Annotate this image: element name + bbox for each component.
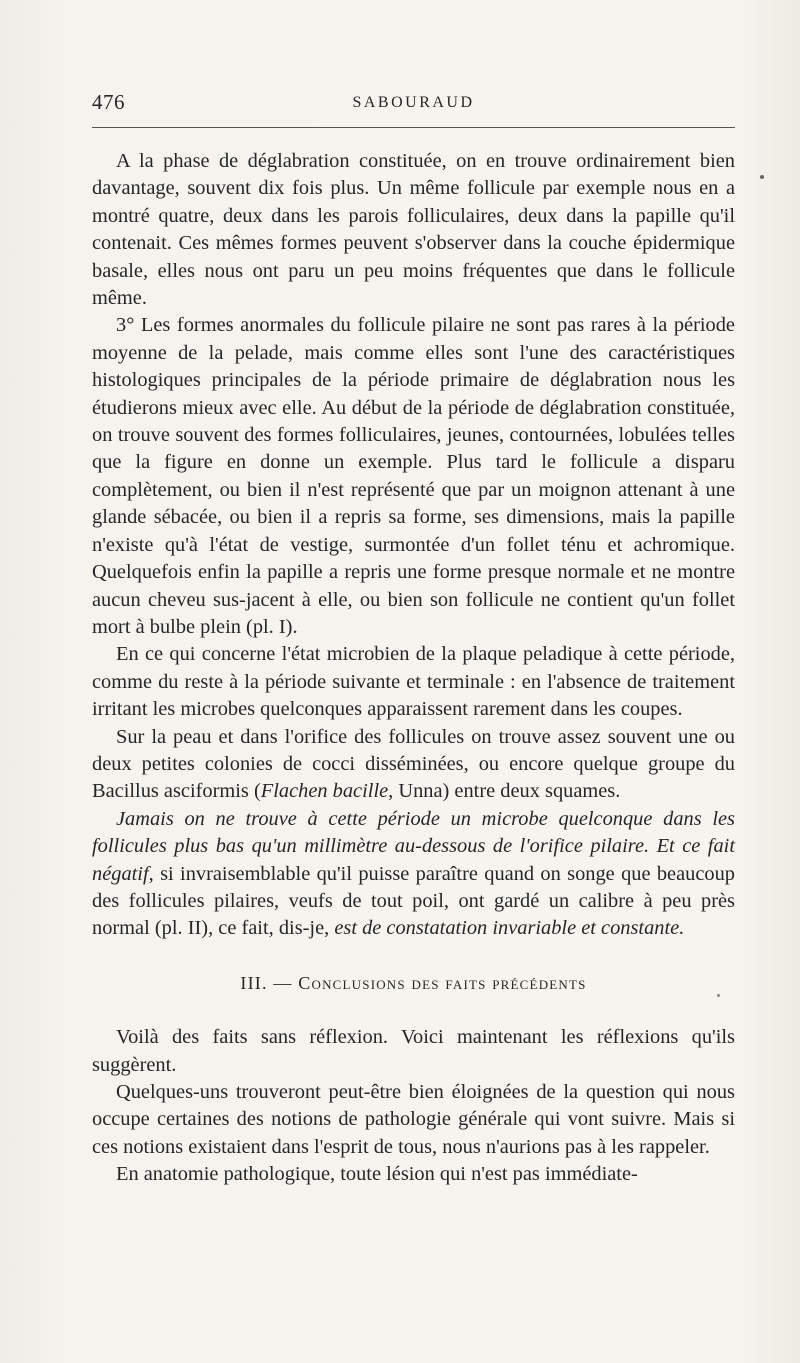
paragraph	[92, 806, 735, 943]
italic-run: Flachen bacille	[260, 780, 389, 803]
paragraph: En anatomie pathologique, toute lésion qui n'est pas immédiate-	[116, 1163, 638, 1186]
italic-run: Jamais on ne trouve à cette période un microbe quelconque dans les follicules plus bas qu'un millimètre au-dessous de l'orifice pilaire. Et ce fait négatif	[92, 807, 735, 885]
margin-speck	[760, 175, 764, 179]
section-number: III. —	[240, 972, 299, 993]
text-run: , si invraisemblable qu'il puisse paraître quand on songe que beaucoup des follicules pilaires, veufs de tout poil, ont gardé un calibre à peu près normal (pl. II), ce fait, dis-je,	[92, 862, 735, 940]
paragraph: 3° Les formes anormales du follicule pilaire ne sont pas rares à la période moyenne de la pelade, mais comme elles sont l'une des caractéristiques histologiques principales de la période primaire de déglabration nous les étudierons mieux avec elle. Au début de la période de déglabration constituée, on trouve souvent des formes folliculaires, jeunes, contournées, lobulées telles que la figure en donne un exemple. Plus tard le follicule a disparu complètement, ou bien il n'est représenté que par un moignon attenant à une glande sébacée, ou bien il a repris sa forme, ses dimensions, mais la papille n'existe qu'à l'état de vestige, surmontée d'un follet ténu et achromique. Quelquefois enfin la papille a repris une forme presque normale et ne montre aucun cheveu sus-jacent à elle, ou bien son follicule ne contient qu'un follet mort à bulbe plein (pl. I).	[92, 314, 735, 638]
section-heading	[92, 970, 735, 997]
text-run: Sur la peau et dans l'orifice des follicules on trouve assez souvent une ou deux petites colonies de cocci disséminées, ou encore quelque groupe du Bacillus asciformis (	[92, 725, 735, 803]
paragraph: Voilà des faits sans réflexion. Voici maintenant les réflexions qu'ils suggèrent.	[92, 1026, 735, 1076]
page-header	[92, 88, 735, 122]
paragraph: A la phase de déglabration constituée, on en trouve ordinairement bien davantage, souvent dix fois plus. Un même follicule par exemple nous en a montré quatre, deux dans les parois folliculaires, deux dans la papille qu'il contenait. Ces mêmes formes peuvent s'observer dans la couche épidermique basale, elles nous ont paru un peu moins fréquentes que dans le follicule même.	[92, 150, 735, 310]
text-run: , Unna) entre deux squames.	[388, 780, 621, 803]
header-rule	[92, 127, 735, 128]
paragraph: En ce qui concerne l'état microbien de la plaque peladique à cette période, comme du reste à la période suivante et terminale : en l'absence de traitement irritant les microbes quelconques apparaissent rarement dans les coupes.	[92, 643, 735, 721]
page-number: 476	[92, 90, 125, 114]
section-title: Conclusions des faits précédents	[298, 972, 587, 993]
body-text	[92, 148, 735, 1189]
italic-run: est de constatation invariable et constante.	[334, 917, 685, 940]
paragraph	[92, 724, 735, 806]
paragraph: Quelques-uns trouveront peut-être bien éloignées de la question qui nous occupe certaines des notions de pathologie générale qui vont suivre. Mais si ces notions existaient dans l'esprit de tous, nous n'aurions pas à les rappeler.	[92, 1081, 735, 1158]
running-title: SABOURAUD	[352, 94, 475, 111]
